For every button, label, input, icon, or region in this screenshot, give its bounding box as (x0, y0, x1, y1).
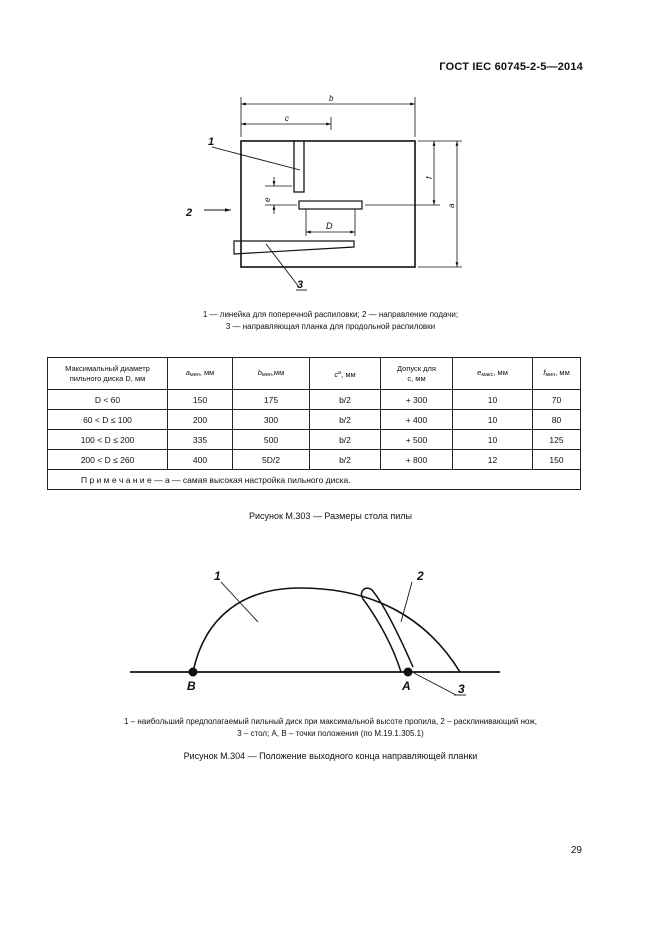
caption-line-2: 3 – стол; A, B – точки положения (по M.19.1.305.1) (237, 729, 424, 738)
cell: + 800 (381, 450, 453, 470)
header-f: fмин, мм (533, 358, 581, 390)
crosscut-fence (294, 141, 304, 192)
table-note-row (48, 470, 581, 490)
label-D: D (326, 221, 333, 231)
label-b: b (329, 94, 334, 103)
cell: 150 (168, 390, 233, 410)
header-e: eмакс, мм (453, 358, 533, 390)
point-b-label: B (187, 679, 196, 693)
caption-line-1: 1 — линейка для поперечной распиловки; 2 — направление подачи; (202, 310, 459, 319)
table-row (48, 450, 581, 470)
riving-knife (361, 588, 413, 672)
cell: D < 60 (48, 390, 168, 410)
document-number: ГОСТ IEC 60745-2-5—2014 (439, 61, 583, 73)
callout-1: 1 (214, 569, 221, 583)
table-row (48, 410, 581, 430)
cell: 300 (233, 410, 310, 430)
cell: 200 (168, 410, 233, 430)
table-header-row (48, 358, 581, 390)
figure-m304-title: Рисунок M.304 — Положение выходного конца направляющей планки (183, 751, 478, 761)
label-a: a (447, 203, 456, 208)
cell: 400 (168, 450, 233, 470)
cell: 100 < D ≤ 200 (48, 430, 168, 450)
figure-m303-caption (0, 309, 661, 333)
cell: + 300 (381, 390, 453, 410)
callout-2: 2 (417, 569, 424, 583)
cell: 125 (533, 430, 581, 450)
point-a-marker (404, 668, 413, 677)
note-text: — a — самая высокая настройка пильного диска. (151, 474, 351, 485)
page-number: 29 (570, 845, 582, 856)
cell: b/2 (310, 450, 381, 470)
label-f: f (425, 176, 434, 179)
cell: 10 (453, 390, 533, 410)
cell: 12 (453, 450, 533, 470)
cell: 70 (533, 390, 581, 410)
header-a: aмин, мм (168, 358, 233, 390)
callout-1: 1 (208, 136, 215, 148)
cell: 5D/2 (233, 450, 310, 470)
cell: 80 (533, 410, 581, 430)
figure-m303-drawing (0, 0, 661, 300)
cell: 175 (233, 390, 310, 410)
figure-m304-drawing (0, 555, 661, 700)
cell: b/2 (310, 430, 381, 450)
rip-fence (234, 241, 354, 254)
callout-2: 2 (186, 207, 193, 219)
label-c: c (285, 114, 289, 123)
figure-m304-caption (0, 716, 661, 740)
header-tolerance: Допуск для c, мм (381, 358, 453, 390)
cell: b/2 (310, 390, 381, 410)
figure-m303-title: Рисунок M.303 — Размеры стола пилы (248, 511, 413, 521)
table-note (48, 470, 581, 490)
caption-line-2: 3 — направляющая планка для продольной распиловки (225, 322, 436, 331)
blade-slot (299, 201, 362, 209)
table-row (48, 430, 581, 450)
cell: 150 (533, 450, 581, 470)
cell: + 500 (381, 430, 453, 450)
point-a-label: A (402, 679, 411, 693)
cell: 200 < D ≤ 260 (48, 450, 168, 470)
cell: 10 (453, 430, 533, 450)
blade-arc (193, 588, 460, 672)
note-label: П р и м е ч а н и е (81, 474, 152, 485)
header-c: $c^a$, мм (310, 358, 381, 390)
callout-3: 3 (458, 682, 465, 696)
cell: b/2 (310, 410, 381, 430)
cell: + 400 (381, 410, 453, 430)
saw-table-dimensions (47, 357, 581, 490)
point-b-marker (189, 668, 198, 677)
table-row (48, 390, 581, 410)
callout-3: 3 (297, 279, 304, 291)
caption-line-1: 1 – наибольший предполагаемый пильный диск при максимальной высоте пропила, 2 – расклинивающий нож, (124, 717, 537, 726)
header-b: bмин,мм (233, 358, 310, 390)
cell: 10 (453, 410, 533, 430)
cell: 500 (233, 430, 310, 450)
header-diameter: Максимальный диаметр пильного диска D, мм (48, 358, 168, 390)
label-e: e (263, 197, 272, 202)
cell: 60 < D ≤ 100 (48, 410, 168, 430)
cell: 335 (168, 430, 233, 450)
